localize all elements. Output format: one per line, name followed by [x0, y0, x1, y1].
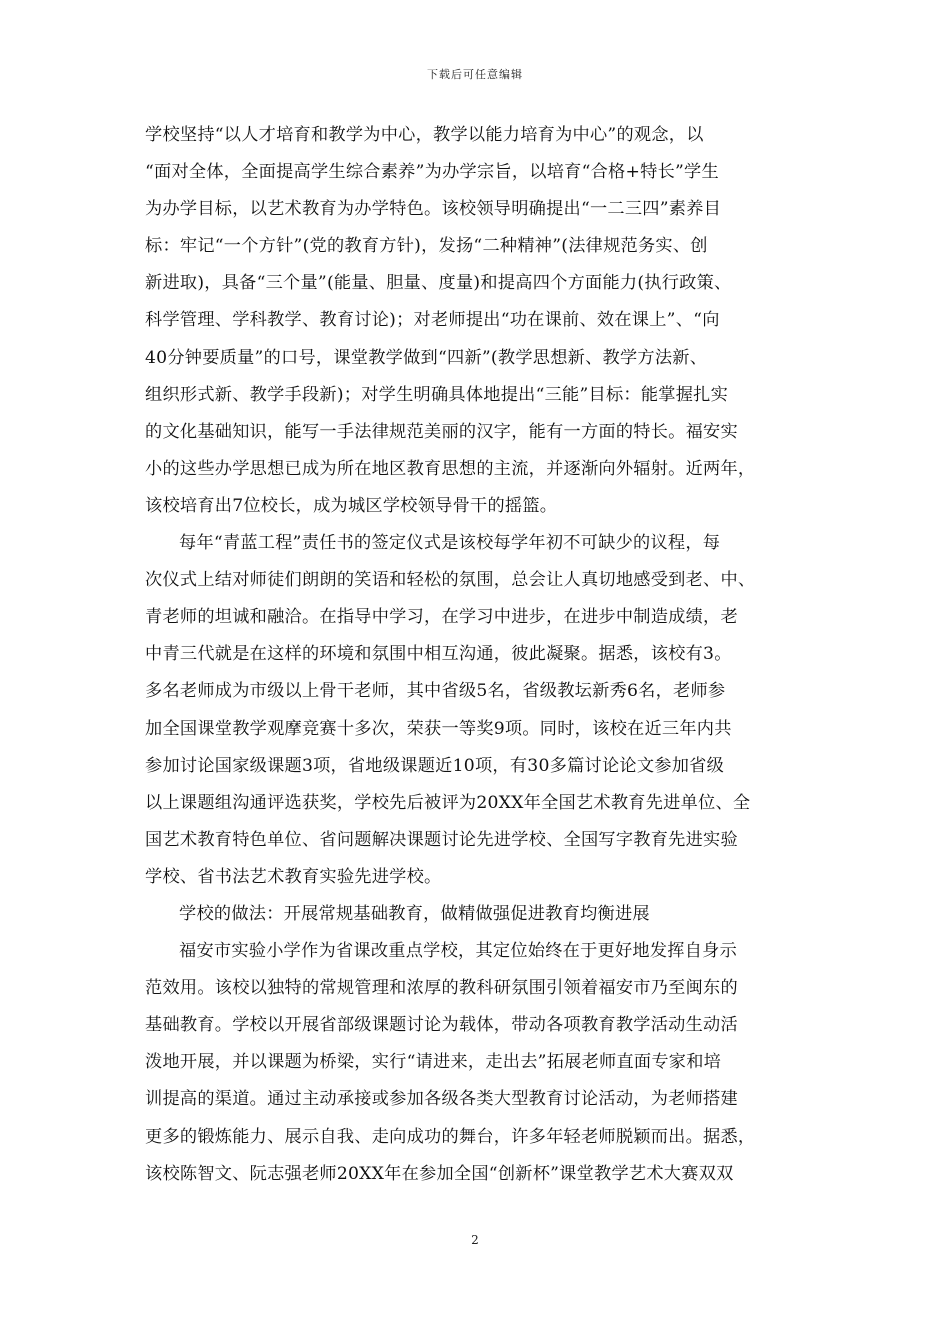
text-line: “面对全体，全面提高学生综合素养”为办学宗旨，以培育“合格+特长”学生: [145, 162, 719, 183]
text-line: 的文化基础知识，能写一手法律规范美丽的汉字，能有一方面的特长。福安实: [145, 421, 738, 442]
page-header-note: 下载后可任意编辑: [427, 68, 523, 81]
text-line: 中青三代就是在这样的环境和氛围中相互沟通，彼此凝聚。据悉，该校有3。: [145, 644, 732, 665]
paragraph-first-line: 每年“青蓝工程”责任书的签定仪式是该校每学年初不可缺少的议程，每: [179, 533, 721, 554]
section-heading: 学校的做法：开展常规基础教育，做精做强促进教育均衡进展: [179, 903, 650, 924]
text-line: 科学管理、学科教学、教育讨论)；对老师提出“功在课前、效在课上”、“向: [145, 310, 720, 331]
text-line: 为办学目标，以艺术教育为办学特色。该校领导明确提出“一二三四”素养目: [145, 199, 722, 220]
text-line: 范效用。该校以独特的常规管理和浓厚的教科研氛围引领着福安市乃至闽东的: [145, 978, 738, 999]
text-line: 40分钟要质量”的口号，课堂教学做到“四新”(教学思想新、教学方法新、: [145, 347, 708, 368]
document-body: [145, 117, 809, 1193]
text-line: 泼地开展，并以课题为桥梁，实行“请进来，走出去”拓展老师直面专家和培: [145, 1052, 722, 1073]
text-line: 基础教育。学校以开展省部级课题讨论为载体，带动各项教育教学活动生动活: [145, 1015, 738, 1036]
page-number: 2: [471, 1233, 479, 1247]
text-line: 组织形式新、教学手段新)；对学生明确具体地提出“三能”目标：能掌握扎实: [145, 384, 729, 405]
text-line: 参加讨论国家级课题3项，省地级课题近10项，有30多篇讨论论文参加省级: [145, 755, 725, 776]
text-line: 学校、省书法艺术教育实验先进学校。: [145, 866, 442, 887]
paragraph-first-line: 福安市实验小学作为省课改重点学校，其定位始终在于更好地发挥自身示: [179, 941, 738, 962]
text-line: 该校陈智文、阮志强老师20XX年在参加全国“创新杯”课堂教学艺术大赛双双: [145, 1163, 734, 1184]
text-line: 学校坚持“以人才培育和教学为中心，教学以能力培育为中心”的观念，以: [145, 125, 704, 145]
text-line: 青老师的坦诚和融洽。在指导中学习，在学习中进步，在进步中制造成绩，老: [145, 607, 738, 628]
text-line: 多名老师成为市级以上骨干老师，其中省级5名，省级教坛新秀6名，老师参: [145, 681, 726, 702]
text-line: 新进取)，具备“三个量”(能量、胆量、度量)和提高四个方面能力(执行政策、: [145, 273, 732, 294]
text-line: 小的这些办学思想已成为所在地区教育思想的主流，并逐渐向外辐射。近两年，: [145, 458, 756, 479]
text-line: 加全国课堂教学观摩竞赛十多次，荣获一等奖9项。同时，该校在近三年内共: [145, 718, 732, 739]
text-line: 以上课题组沟通评选获奖，学校先后被评为20XX年全国艺术教育先进单位、全: [145, 792, 751, 813]
text-line: 更多的锻炼能力、展示自我、走向成功的舞台，许多年轻老师脱颖而出。据悉，: [145, 1126, 756, 1147]
text-line: 标：牢记“一个方针”(党的教育方针)，发扬“二种精神”(法律规范务实、创: [145, 236, 708, 257]
text-line: 训提高的渠道。通过主动承接或参加各级各类大型教育讨论活动，为老师搭建: [145, 1089, 738, 1110]
text-line: 该校培育出7位校长，成为城区学校领导骨干的摇篮。: [145, 495, 558, 516]
text-line: 国艺术教育特色单位、省问题解决课题讨论先进学校、全国写字教育先进实验: [145, 829, 738, 850]
text-line: 次仪式上结对师徒们朗朗的笑语和轻松的氛围，总会让人真切地感受到老、中、: [145, 570, 756, 591]
